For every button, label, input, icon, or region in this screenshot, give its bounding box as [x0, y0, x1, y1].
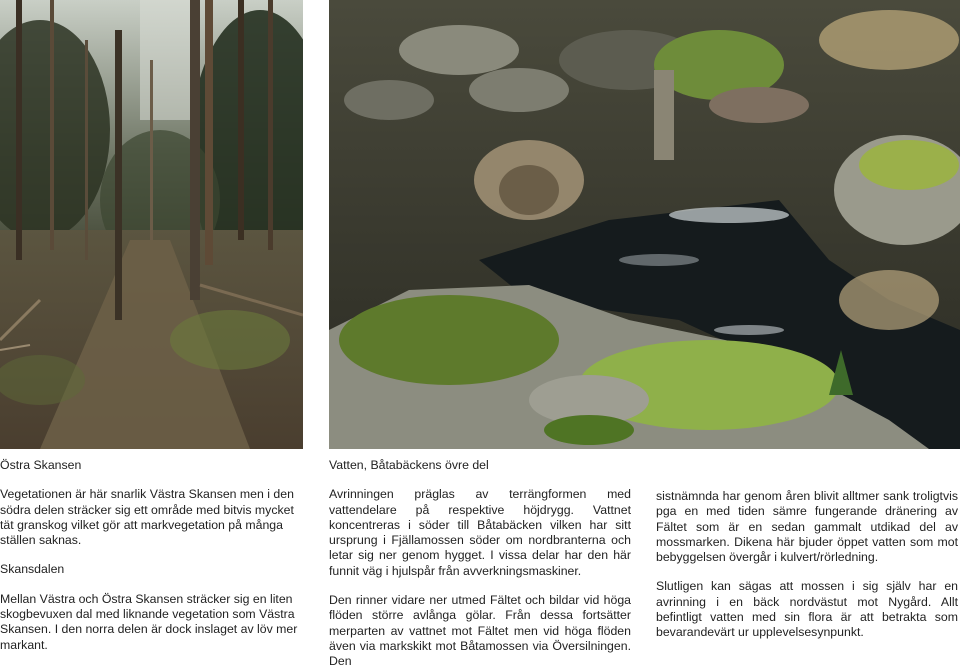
right-text-column — [656, 458, 958, 641]
ostra-skansen-paragraph: Vegetationen är här snarlik Västra Skansen men i den södra delen sträcker sig ett område med bitvis mycket tät granskog vilket gör att markvegetation på många ställen saknas. — [0, 487, 294, 548]
skansdalen-paragraph: Mellan Västra och Östra Skansen sträcker sig en liten skogbevuxen dal med liknande vegetation som Västra Skansen. I den norra delen är dock inslaget av löv mer markant. — [0, 591, 298, 652]
section-title-ostra-skansen: Östra Skansen — [0, 458, 82, 472]
left-text-column — [0, 458, 302, 653]
water-paragraph-4: Slutligen kan sägas att mossen i sig själv har en avrinning i en bäck nordvästut mot Nygård. Allt befintligt vatten med sin flora är att betrakta som bevarandevärt ur upplevelsesynpunkt. — [656, 579, 958, 640]
middle-text-column — [329, 458, 631, 670]
water-paragraph-1: Avrinningen präglas av terrängformen med vattendelare på respektive höjdrygg. Vattnet koncentreras i söder till Båtabäcken vilken har sitt ursprung i Fjällamossen söder om nordbranterna och letar sig ner genom hygget. I vissa delar har den här funnit väg i hjulspår från avverkningsmaskiner. — [329, 487, 631, 578]
photo-caption: Vatten, Båtabäckens övre del — [329, 458, 489, 472]
water-paragraph-2: Den rinner vidare ner utmed Fältet och bildar vid höga flöden större avlånga gölar. Från dessa fortsätter merparten av vattnet mot Fältet men vid höga flöden även via markskikt mot Båtamossen via Översilningen. Den — [329, 593, 631, 669]
forest-path-photo — [0, 0, 303, 449]
section-title-skansdalen: Skansdalen — [0, 562, 65, 577]
water-paragraph-3: sistnämnda har genom åren blivit alltmer sank troligtvis pga en med tiden sämre fungerande dränering av Fältet som är en sedan gammalt utdikad del av mossmarken. Dikena här bjuder öppet vatten som mot bebyggelsen övergår i kulvert/rörledning. — [656, 489, 958, 565]
stream-photo — [329, 0, 960, 449]
